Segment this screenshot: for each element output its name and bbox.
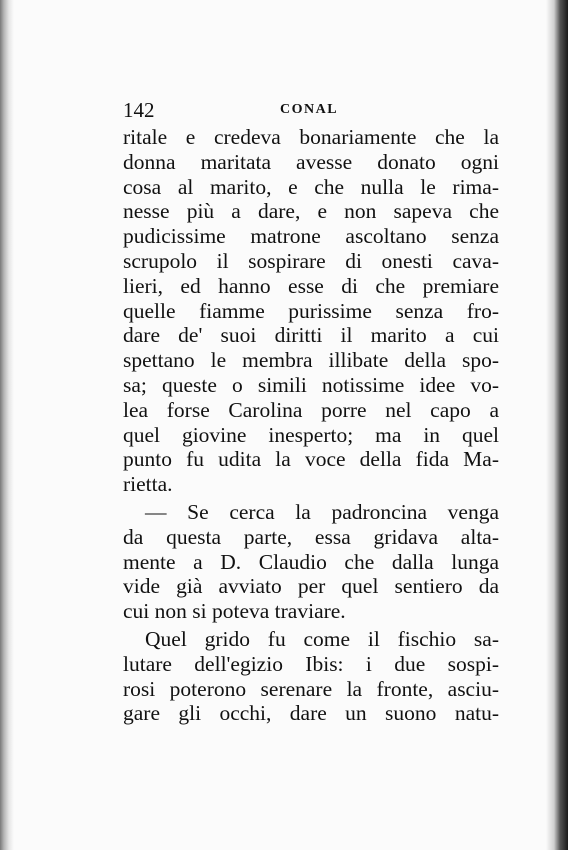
paragraph [123, 500, 499, 624]
text-line: spettano le membra illibate della spo- [123, 348, 499, 373]
text-line: quelle fiamme purissime senza fro- [123, 298, 499, 323]
running-title: CONAL [280, 102, 339, 117]
text-line: da questa parte, essa gridava alta- [123, 524, 499, 549]
text-line: Quel grido fu come il fischio sa- [145, 626, 499, 651]
text-line: scrupolo il sospirare di onesti cava- [123, 248, 499, 273]
text-line: dare de' suoi diritti il marito a cui [123, 323, 499, 348]
running-header [123, 97, 499, 123]
text-line: pudicissime matrone ascoltano senza [123, 224, 499, 249]
text-line: sa; queste o simili notissime idee vo- [123, 372, 499, 397]
text-line: gare gli occhi, dare un suono natu- [123, 701, 499, 726]
text-line: cosa al marito, e che nulla le rima- [123, 174, 499, 199]
text-line: — Se cerca la padroncina venga [145, 499, 499, 524]
text-line: cui non si poteva traviare. [123, 599, 346, 624]
body-text [123, 125, 499, 726]
text-line: mente a D. Claudio che dalla lunga [123, 549, 499, 574]
paragraph [123, 125, 499, 497]
text-line: rosi poterono serenare la fronte, asciu- [123, 676, 499, 701]
text-line: lutare dell'egizio Ibis: i due sospi- [123, 651, 499, 676]
text-line: punto fu udita la voce della fida Ma- [123, 447, 499, 472]
page-edge-shadow [546, 0, 568, 850]
text-line: rietta. [123, 472, 173, 497]
text-line: donna maritata avesse donato ogni [123, 149, 499, 174]
text-line: lieri, ed hanno esse di che premiare [123, 273, 499, 298]
text-line: vide già avviato per quel sentiero da [123, 574, 499, 599]
text-line: nesse più a dare, e non sapeva che [123, 199, 499, 224]
text-line: lea forse Carolina porre nel capo a [123, 397, 499, 422]
page-binding-shadow [0, 0, 14, 850]
text-line: quel giovine inesperto; ma in quel [123, 422, 499, 447]
text-line: ritale e credeva bonariamente che la [123, 125, 499, 149]
paragraph [123, 627, 499, 726]
page-number: 142 [123, 98, 155, 122]
